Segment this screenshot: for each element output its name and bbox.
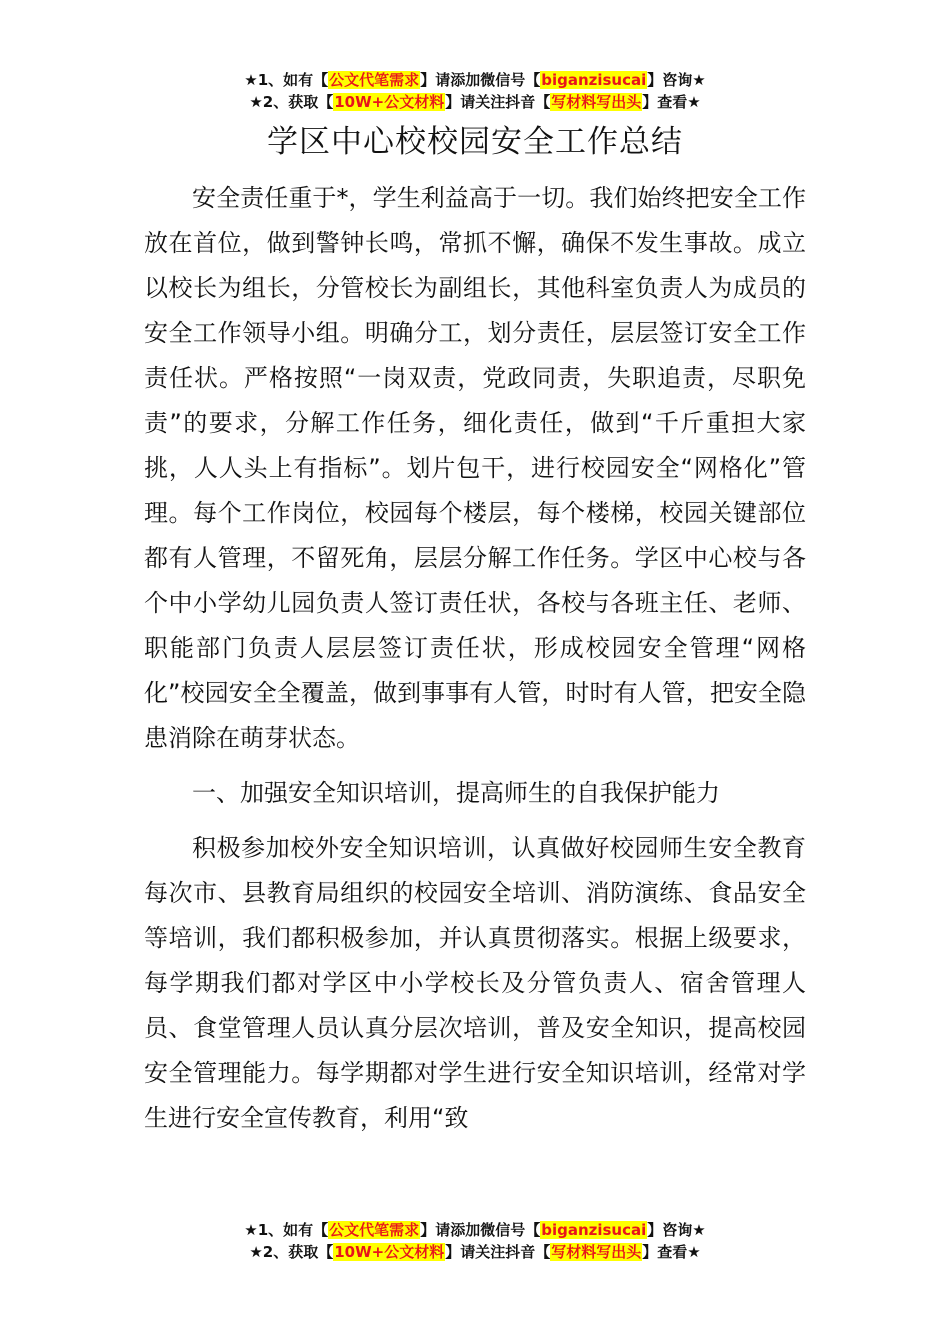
paragraph-training: 积极参加校外安全知识培训，认真做好校园师生安全教育每次市、县教育局组织的校园安全培训、消防演练、食品安全等培训，我们都积极参加，并认真贯彻落实。根据上级要求，每学期我们都对学区中小学校长及分管负责人、宿舍管理人员、食堂管理人员认真分层次培训，普及安全知识，提高校园安全管理能力。每学期都对学生进行安全知识培训，经常对学生进行安全宣传教育，利用“致 xyxy=(144,834,806,1132)
promo-footer xyxy=(0,1219,950,1263)
promo-text: 】咨询★ xyxy=(647,71,706,89)
promo-highlight: 10W+公文材料 xyxy=(334,93,445,111)
promo-text: ★2、获取【 xyxy=(249,93,334,111)
promo-line-1 xyxy=(0,1219,950,1241)
promo-highlight: 公文代笔需求 xyxy=(329,1221,420,1239)
section-heading-1: 一、加强安全知识培训，提高师生的自我保护能力 xyxy=(192,779,720,807)
promo-highlight: 公文代笔需求 xyxy=(329,71,420,89)
promo-text: 】请添加微信号【 xyxy=(420,71,541,89)
promo-line-1 xyxy=(0,69,950,91)
promo-text: ★2、获取【 xyxy=(249,1243,334,1261)
promo-douyin-id: 写材料写出头 xyxy=(551,1243,642,1261)
promo-highlight: 10W+公文材料 xyxy=(334,1243,445,1261)
paragraph-intro: 安全责任重于*，学生利益高于一切。我们始终把安全工作放在首位，做到警钟长鸣，常抓不懈，确保不发生事故。成立以校长为组长，分管校长为副组长，其他科室负责人为成员的安全工作领导小组。明确分工，划分责任，层层签订安全工作责任状。严格按照“一岗双责，党政同责，失职追责，尽职免责”的要求，分解工作任务，细化责任，做到“千斤重担大家挑，人人头上有指标”。划片包干，进行校园安全“网格化”管理。每个工作岗位，校园每个楼层，每个楼梯，校园关键部位都有人管理，不留死角，层层分解工作任务。学区中心校与各个中小学幼儿园负责人签订责任状，各校与各班主任、老师、职能部门负责人层层签订责任状，形成校园安全管理“网格化”校园安全全覆盖，做到事事有人管，时时有人管，把安全隐患消除在萌芽状态。 xyxy=(144,184,806,752)
promo-line-2 xyxy=(0,1241,950,1263)
promo-header xyxy=(0,69,950,113)
promo-text: 】咨询★ xyxy=(647,1221,706,1239)
promo-text: ★1、如有【 xyxy=(244,1221,329,1239)
promo-text: 】请关注抖音【 xyxy=(445,1243,551,1261)
promo-wechat-id: biganzisucai xyxy=(541,1221,647,1239)
promo-text: 】请关注抖音【 xyxy=(445,93,551,111)
document-title: 学区中心校校园安全工作总结 xyxy=(267,124,683,160)
promo-text: 】查看★ xyxy=(642,93,701,111)
promo-wechat-id: biganzisucai xyxy=(541,71,647,89)
promo-text: 】请添加微信号【 xyxy=(420,1221,541,1239)
promo-douyin-id: 写材料写出头 xyxy=(551,93,642,111)
promo-line-2 xyxy=(0,91,950,113)
document-body xyxy=(144,176,806,1141)
promo-text: ★1、如有【 xyxy=(244,71,329,89)
promo-text: 】查看★ xyxy=(642,1243,701,1261)
